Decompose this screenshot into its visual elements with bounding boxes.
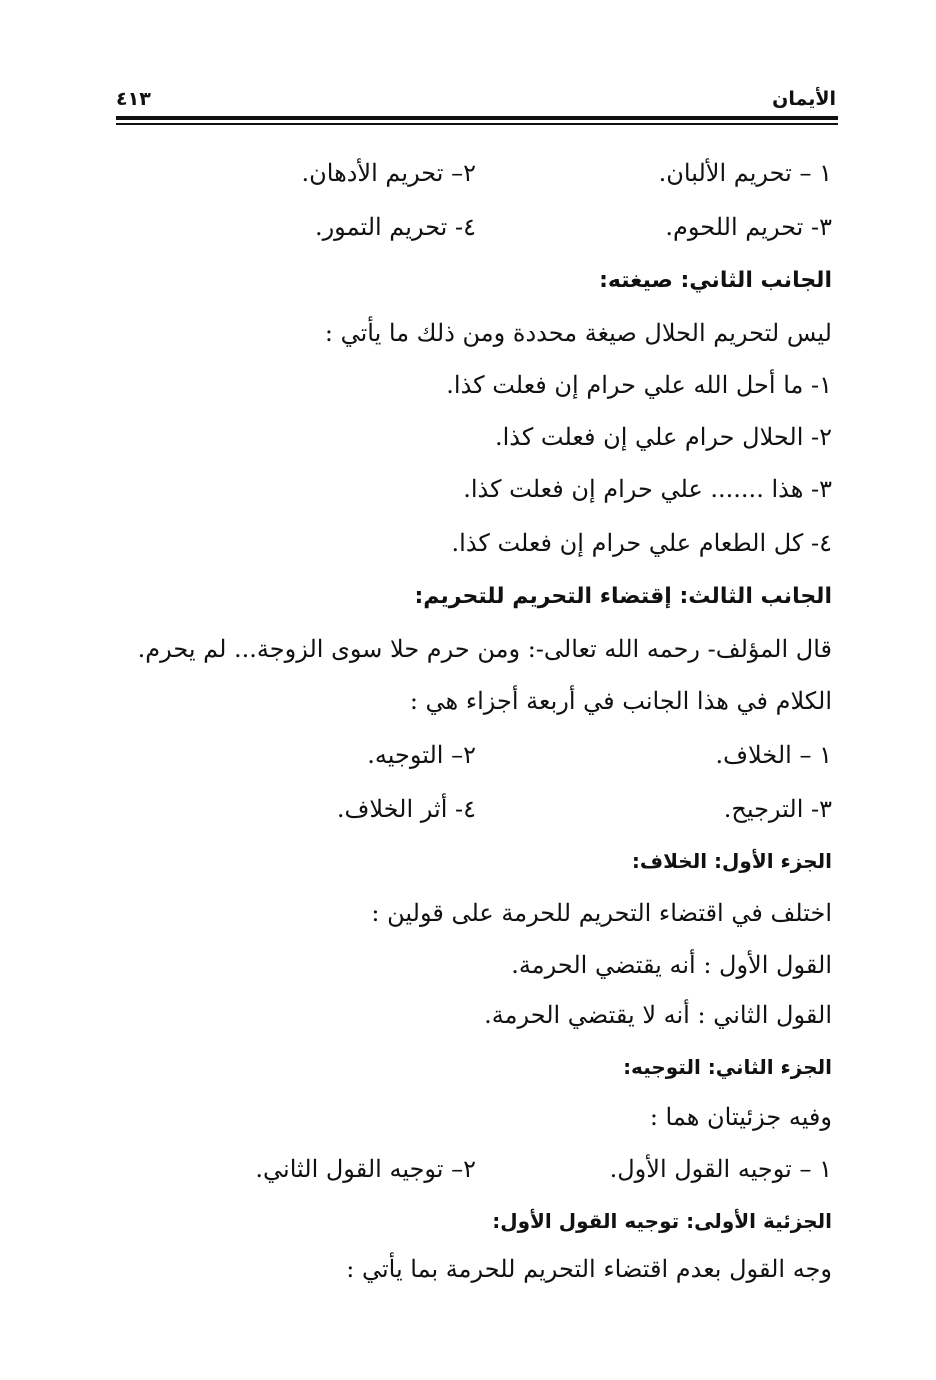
list-item: ٢- الحلال حرام علي إن فعلت كذا. bbox=[494, 423, 832, 451]
section-heading: الجانب الثاني: صيغته: bbox=[599, 268, 832, 293]
list-item: ١ – الخلاف. bbox=[715, 741, 832, 769]
list-item: ١ – توجيه القول الأول. bbox=[609, 1155, 832, 1183]
header-rule-thin bbox=[116, 123, 838, 125]
paragraph: وفيه جزئيتان هما : bbox=[649, 1103, 832, 1131]
list-item: ٤- أثر الخلاف. bbox=[336, 795, 476, 823]
paragraph: ليس لتحريم الحلال صيغة محددة ومن ذلك ما يأتي : bbox=[324, 319, 832, 347]
paragraph: القول الثاني : أنه لا يقتضي الحرمة. bbox=[484, 1001, 832, 1029]
paragraph: اختلف في اقتضاء التحريم للحرمة على قولين : bbox=[371, 899, 832, 927]
list-item: ٣- الترجيح. bbox=[723, 795, 832, 823]
paragraph: قال المؤلف- رحمه الله تعالى-: ومن حرم حلا سوى الزوجة... لم يحرم. bbox=[137, 635, 832, 663]
list-item: ٢– تحريم الأدهان. bbox=[301, 159, 476, 187]
list-item: ٢– توجيه القول الثاني. bbox=[255, 1155, 476, 1183]
list-item: ٣- تحريم اللحوم. bbox=[665, 213, 832, 241]
header-rule-thick bbox=[116, 116, 838, 120]
paragraph: وجه القول بعدم اقتضاء التحريم للحرمة بما يأتي : bbox=[346, 1255, 832, 1283]
list-item: ١ – تحريم الألبان. bbox=[658, 159, 832, 187]
running-title: الأيمان bbox=[772, 88, 836, 110]
paragraph: القول الأول : أنه يقتضي الحرمة. bbox=[511, 951, 832, 979]
list-item: ٤- تحريم التمور. bbox=[314, 213, 476, 241]
section-heading: الجانب الثالث: إقتضاء التحريم للتحريم: bbox=[414, 584, 832, 609]
list-item: ٢– التوجيه. bbox=[367, 741, 476, 769]
paragraph: الكلام في هذا الجانب في أربعة أجزاء هي : bbox=[409, 687, 832, 715]
list-item: ١- ما أحل الله علي حرام إن فعلت كذا. bbox=[446, 371, 832, 399]
page-number: ٤١٣ bbox=[116, 88, 151, 110]
section-heading: الجزء الأول: الخلاف: bbox=[631, 849, 832, 873]
list-item: ٣- هذا ....... علي حرام إن فعلت كذا. bbox=[463, 475, 832, 503]
list-item: ٤- كل الطعام علي حرام إن فعلت كذا. bbox=[451, 529, 832, 557]
section-heading: الجزء الثاني: التوجيه: bbox=[623, 1055, 832, 1079]
section-heading: الجزئية الأولى: توجيه القول الأول: bbox=[492, 1209, 832, 1233]
page-header bbox=[116, 84, 836, 112]
